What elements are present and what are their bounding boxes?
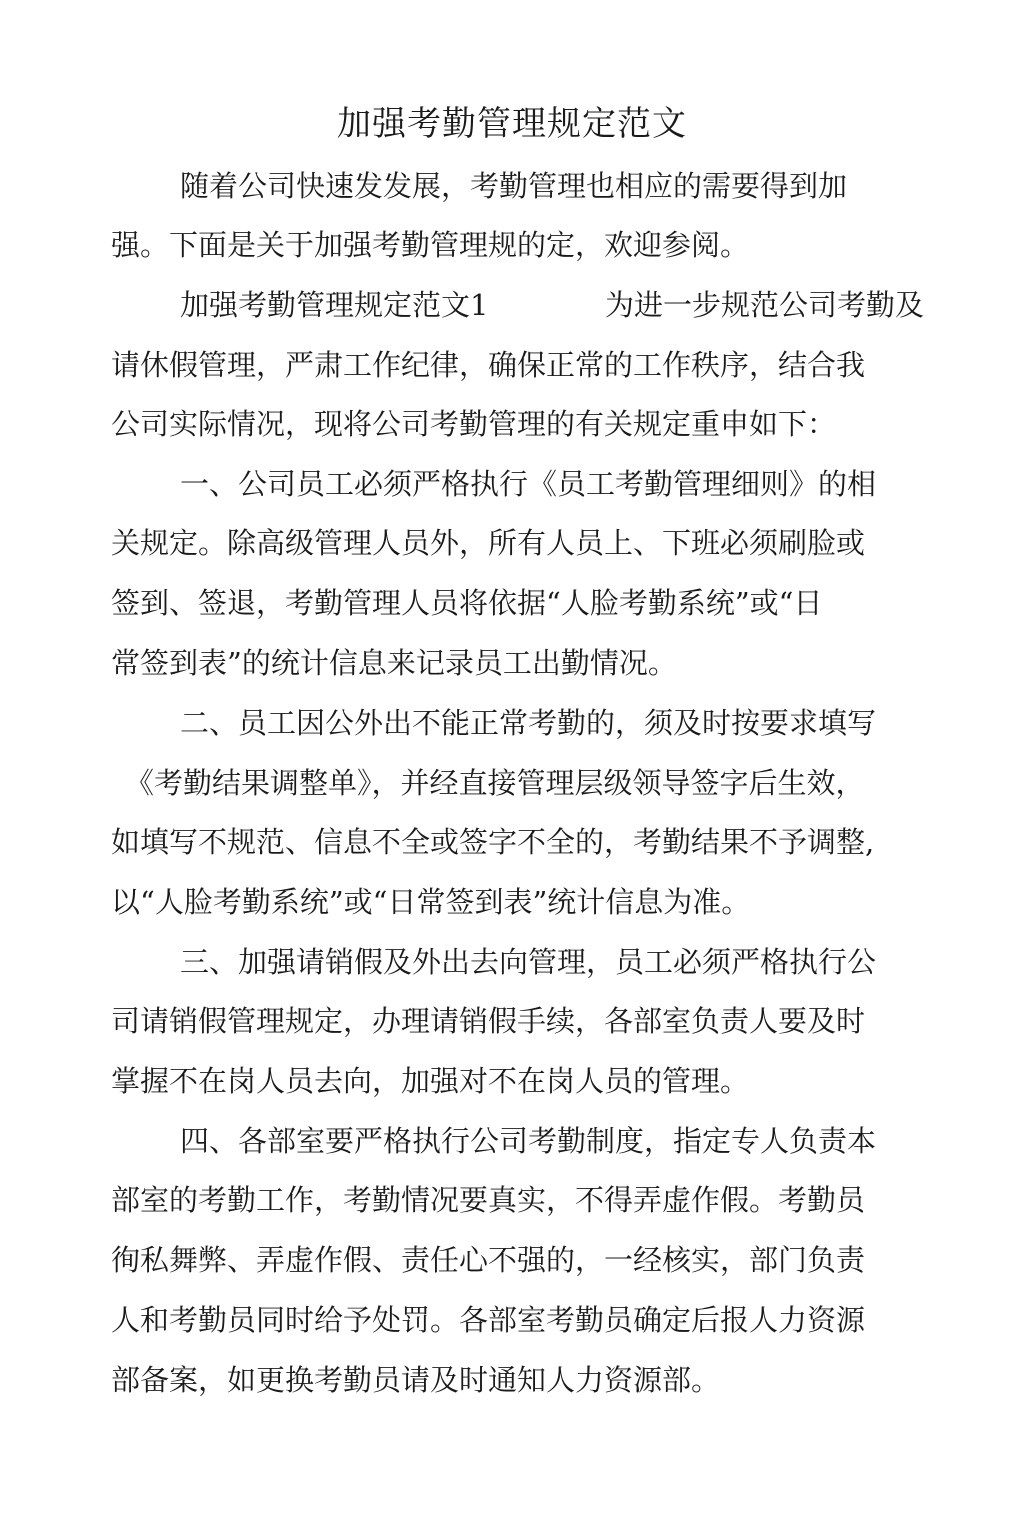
rule-2-line: 如填写不规范、信息不全或签字不全的，考勤结果不予调整,: [111, 825, 875, 859]
rule-2-line: 二、员工因公外出不能正常考勤的，须及时按要求填写: [180, 706, 877, 740]
paragraph-line: 请休假管理，严肃工作纪律，确保正常的工作秩序，结合我: [111, 348, 866, 382]
section-heading: 加强考勤管理规定范文1: [180, 288, 489, 322]
intro-line-1: 随着公司快速发发展，考勤管理也相应的需要得到加: [180, 169, 848, 203]
rule-4-line: 徇私舞弊、弄虚作假、责任心不强的，一经核实，部门负责: [111, 1243, 866, 1277]
rule-3-line: 三、加强请销假及外出去向管理，员工必须严格执行公: [180, 945, 877, 979]
rule-2-line: 《考勤结果调整单》，并经直接管理层级领导签字后生效，: [125, 766, 865, 800]
rule-4-line: 部室的考勤工作，考勤情况要真实，不得弄虚作假。考勤员: [111, 1183, 866, 1217]
rule-2-line: 以“人脸考勤系统”或“日常签到表”统计信息为准。: [111, 885, 751, 919]
rule-4-line: 部备案，如更换考勤员请及时通知人力资源部。: [111, 1363, 721, 1397]
paragraph-line: 公司实际情况，现将公司考勤管理的有关规定重申如下：: [111, 407, 837, 441]
rule-1-line: 关规定。除高级管理人员外，所有人员上、下班必须刷脸或: [111, 526, 866, 560]
document-title: 加强考勤管理规定范文: [337, 104, 687, 144]
rule-3-line: 司请销假管理规定，办理请销假手续，各部室负责人要及时: [111, 1004, 866, 1038]
rule-4-line: 人和考勤员同时给予处罚。各部室考勤员确定后报人力资源: [111, 1303, 866, 1337]
rule-4-line: 四、各部室要严格执行公司考勤制度，指定专人负责本: [180, 1124, 877, 1158]
rule-1-line: 常签到表”的统计信息来记录员工出勤情况。: [111, 646, 677, 680]
rule-1-line: 一、公司员工必须严格执行《员工考勤管理细则》的相: [180, 467, 877, 501]
intro-line-2: 强。下面是关于加强考勤管理规的定，欢迎参阅。: [111, 228, 750, 262]
paragraph-line: 为进一步规范公司考勤及: [605, 288, 925, 322]
rule-1-line: 签到、签退，考勤管理人员将依据“人脸考勤系统”或“日: [111, 586, 823, 620]
rule-3-line: 掌握不在岗人员去向，加强对不在岗人员的管理。: [111, 1064, 750, 1098]
